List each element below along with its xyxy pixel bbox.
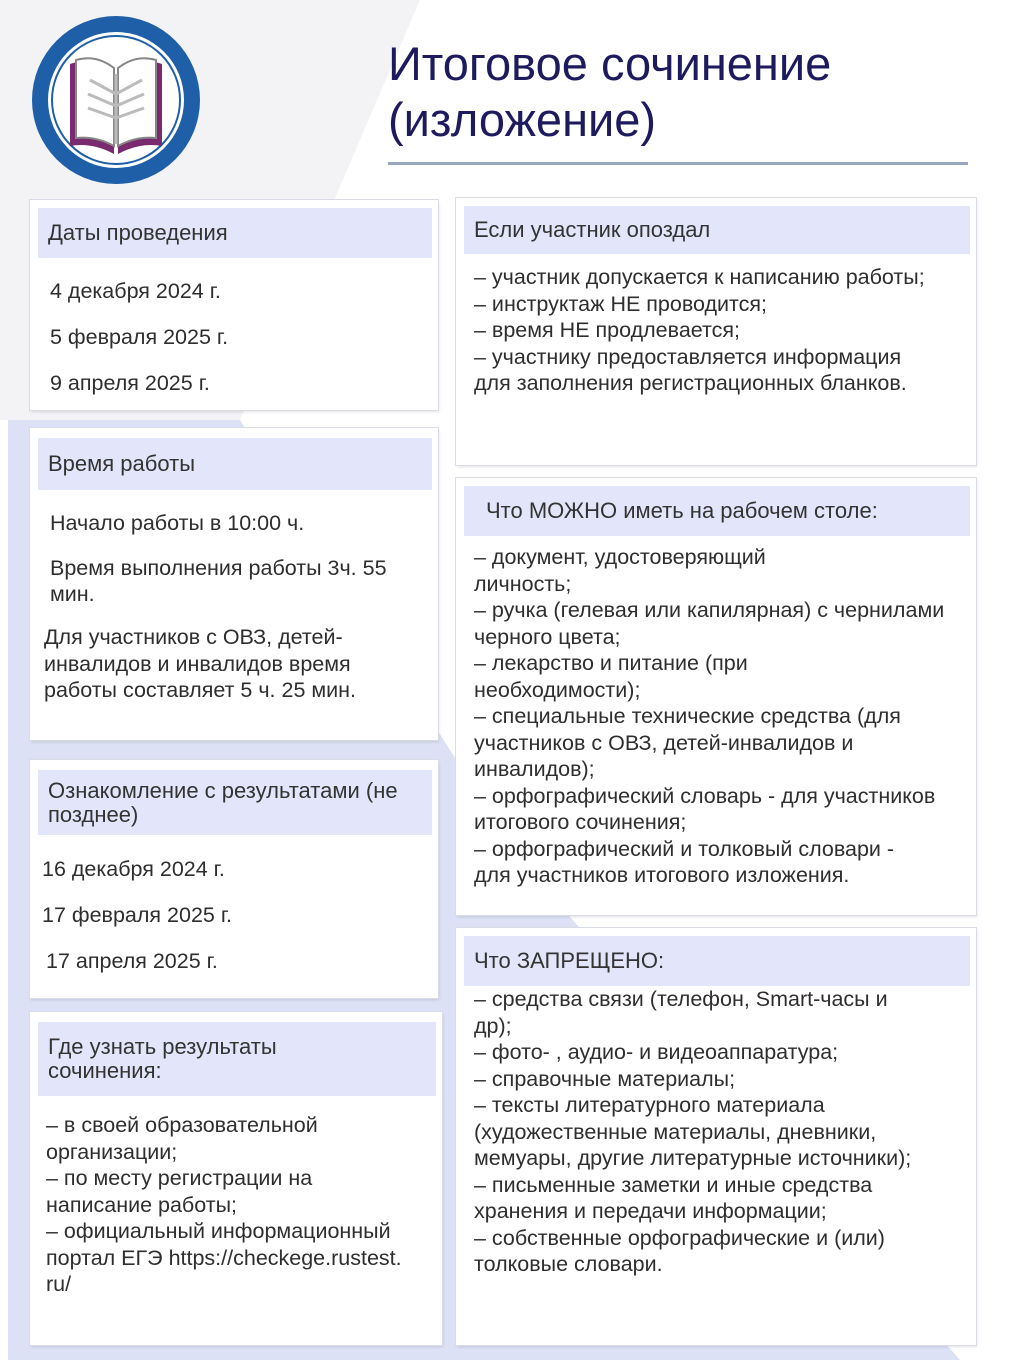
where-item: – в своей образовательной организации; [46, 1113, 318, 1164]
where-heading: Где узнать результаты сочинения: [38, 1022, 436, 1096]
late-item: – инструктаж НЕ проводится; [474, 291, 768, 316]
forbidden-item: – собственные орфографические и (или) толковые словари. [474, 1225, 885, 1276]
forbidden-item: – письменные заметки и иные средства хранения и передачи информации; [474, 1172, 873, 1223]
date-item: 4 декабря 2024 г. [50, 279, 221, 303]
date-item: 5 февраля 2025 г. [50, 325, 229, 349]
where-item: – по месту регистрации на написание работы; [46, 1166, 313, 1217]
allowed-item: – ручка (гелевая или капилярная) с чернилами черного цвета; [474, 598, 945, 649]
forbidden-item: – средства связи (телефон, Smart-часы и др); [474, 987, 888, 1038]
organization-logo [30, 14, 202, 186]
dates-heading: Даты проведения [38, 208, 432, 258]
where-results-card [30, 1012, 442, 1345]
work-ovz: Для участников с ОВЗ, детей-инвалидов и инвалидов время работы составляет 5 ч. 25 мин. [44, 625, 357, 702]
late-item: – участник допускается к написанию работы; [474, 265, 925, 289]
allowed-card [456, 478, 976, 915]
work-time-heading: Время работы [38, 438, 432, 490]
late-heading: Если участник опоздал [464, 206, 970, 254]
forbidden-card [456, 928, 976, 1345]
title-line-2: (изложение) [388, 93, 657, 146]
late-item: – время НЕ продлевается; [474, 318, 740, 342]
where-item: – официальный информационный портал ЕГЭ https://checkege.rustest.ru/ [46, 1219, 402, 1296]
result-date: 17 апреля 2025 г. [46, 949, 218, 973]
forbidden-item: – справочные материалы; [474, 1066, 736, 1091]
late-card [456, 198, 976, 465]
forbidden-item: – тексты литературного материала (художественные материалы, дневники, мемуары, другие литературные источники); [474, 1093, 912, 1170]
dates-card [30, 200, 438, 410]
work-duration: Время выполнения работы 3ч. 55 мин. [50, 555, 387, 606]
date-item: 9 апреля 2025 г. [50, 371, 210, 395]
allowed-item: – специальные технические средства (для участников с ОВЗ, детей-инвалидов и инвалидов); [474, 704, 901, 781]
allowed-item: – лекарство и питание (при необходимости); [474, 651, 748, 702]
results-card [30, 760, 438, 998]
forbidden-item: – фото- , аудио- и видеоаппаратура; [474, 1040, 839, 1064]
late-item: – участнику предоставляется информация для заполнения регистрационных бланков. [474, 344, 907, 395]
work-start: Начало работы в 10:00 ч. [50, 511, 305, 535]
allowed-item: – орфографический словарь - для участников итогового сочинения; [474, 783, 936, 834]
title-divider [388, 162, 968, 165]
allowed-heading: Что МОЖНО иметь на рабочем столе: [464, 486, 970, 536]
work-time-card [30, 428, 438, 740]
result-date: 16 декабря 2024 г. [42, 857, 225, 881]
title-line-1: Итоговое сочинение [388, 37, 832, 90]
page-title [388, 36, 831, 148]
allowed-item: – документ, удостоверяющий личность; [474, 545, 766, 596]
result-date: 17 февраля 2025 г. [42, 903, 233, 927]
forbidden-heading: Что ЗАПРЕЩЕНО: [464, 936, 970, 986]
results-heading: Ознакомление с результатами (не позднее) [38, 770, 432, 835]
allowed-item: – орфографический и толковый словари - для участников итогового изложения. [474, 836, 895, 887]
